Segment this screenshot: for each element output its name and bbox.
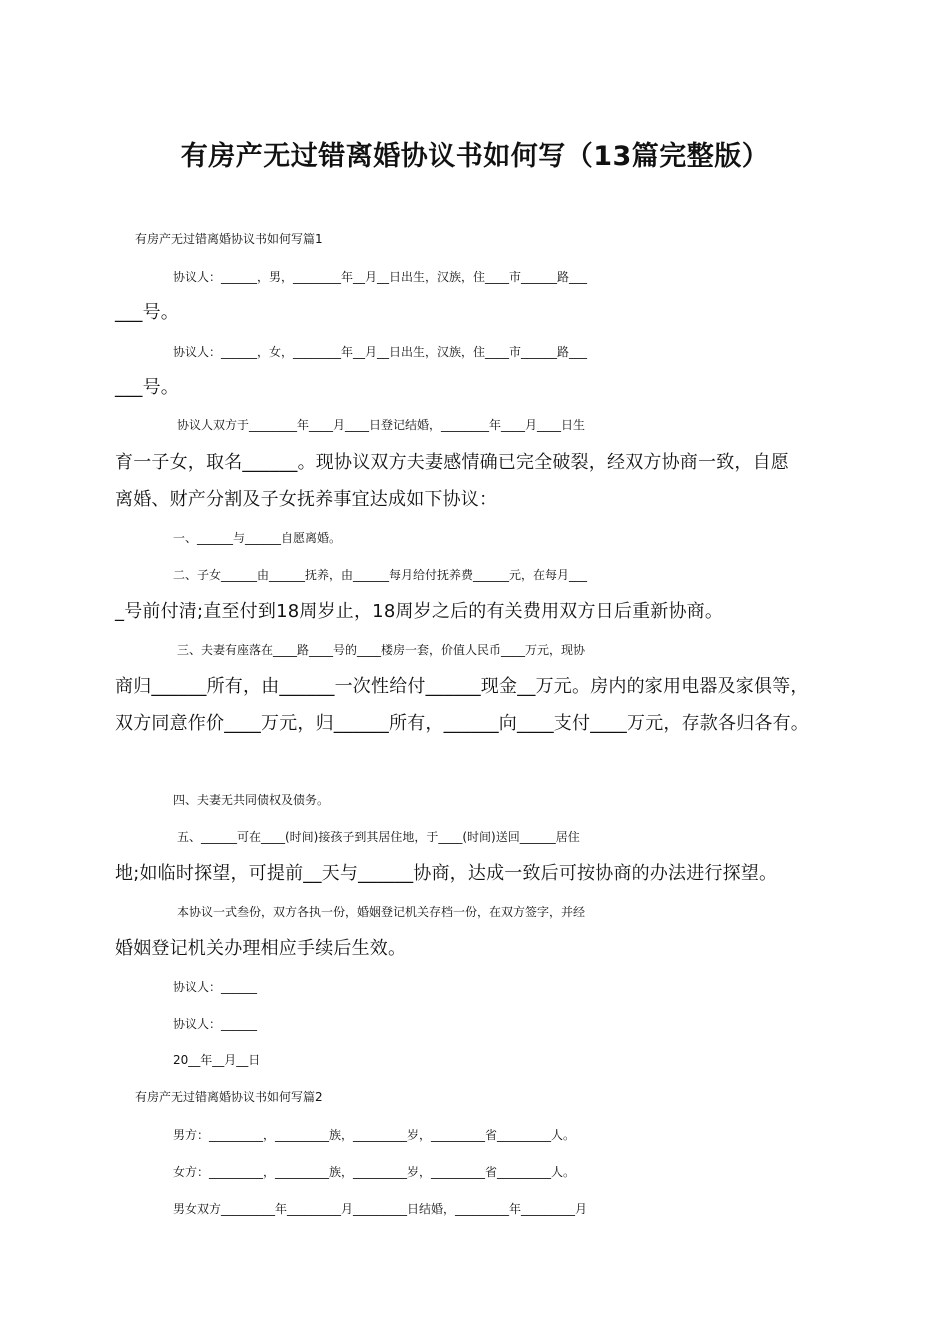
paragraph-line: 离婚、财产分割及子女抚养事宜达成如下协议： xyxy=(115,489,498,510)
clause-line: 四、夫妻无共同债权及债务。 xyxy=(173,793,330,807)
paragraph-line: ___号。 xyxy=(115,302,179,323)
section-heading-1: 有房产无过错离婚协议书如何写篇1 xyxy=(135,232,323,246)
signature-line: 协议人：______ xyxy=(173,1017,258,1031)
paragraph-line: 协议人：______，男，________年__月__日出生，汉族，住____市______路___ xyxy=(173,270,588,284)
date-line: 20__年__月__日 xyxy=(173,1053,261,1067)
paragraph-line: ___号。 xyxy=(115,377,179,398)
paragraph-line: 本协议一式叁份，双方各执一份，婚姻登记机关存档一份，在双方签字，并经 xyxy=(177,905,586,919)
signature-line: 协议人：______ xyxy=(173,980,258,994)
paragraph-line: 双方同意作价____万元，归______所有，______向____支付____万元，存款各归各有。 xyxy=(115,713,809,734)
paragraph-line: _号前付清;直至付到18周岁止，18周岁之后的有关费用双方日后重新协商。 xyxy=(115,601,724,622)
clause-line: 二、子女______由______抚养，由______每月给付抚养费______元，在每月___ xyxy=(173,568,588,582)
paragraph-line: 婚姻登记机关办理相应手续后生效。 xyxy=(115,938,407,959)
paragraph-line: 地;如临时探望，可提前__天与______协商，达成一致后可按协商的办法进行探望。 xyxy=(115,863,778,884)
paragraph-line: 商归______所有，由______一次性给付______现金__万元。房内的家用电器及家俱等， xyxy=(115,676,809,697)
clause-line: 五、______可在____(时间)接孩子到其居住地，于____(时间)送回______居住 xyxy=(177,830,580,844)
paragraph-line: 协议人双方于________年____月____日登记结婚，________年____月____日生 xyxy=(177,418,586,432)
section-heading-2: 有房产无过错离婚协议书如何写篇2 xyxy=(135,1090,323,1104)
paragraph-line: 男女双方_________年_________月_________日结婚，_________年_________月 xyxy=(173,1202,588,1216)
paragraph-line: 男方：_________，_________族，_________岁，_________省_________人。 xyxy=(173,1128,576,1142)
paragraph-line: 协议人：______，女，________年__月__日出生，汉族，住____市______路___ xyxy=(173,345,588,359)
paragraph-line: 女方：_________，_________族，_________岁，_________省_________人。 xyxy=(173,1165,576,1179)
document-title: 有房产无过错离婚协议书如何写（13篇完整版） xyxy=(180,141,770,172)
clause-line: 三、夫妻有座落在____路____号的____楼房一套，价值人民币____万元，现协 xyxy=(177,643,586,657)
paragraph-line: 育一子女，取名______。现协议双方夫妻感情确已完全破裂，经双方协商一致，自愿 xyxy=(115,452,789,473)
clause-line: 一、______与______自愿离婚。 xyxy=(173,531,342,545)
